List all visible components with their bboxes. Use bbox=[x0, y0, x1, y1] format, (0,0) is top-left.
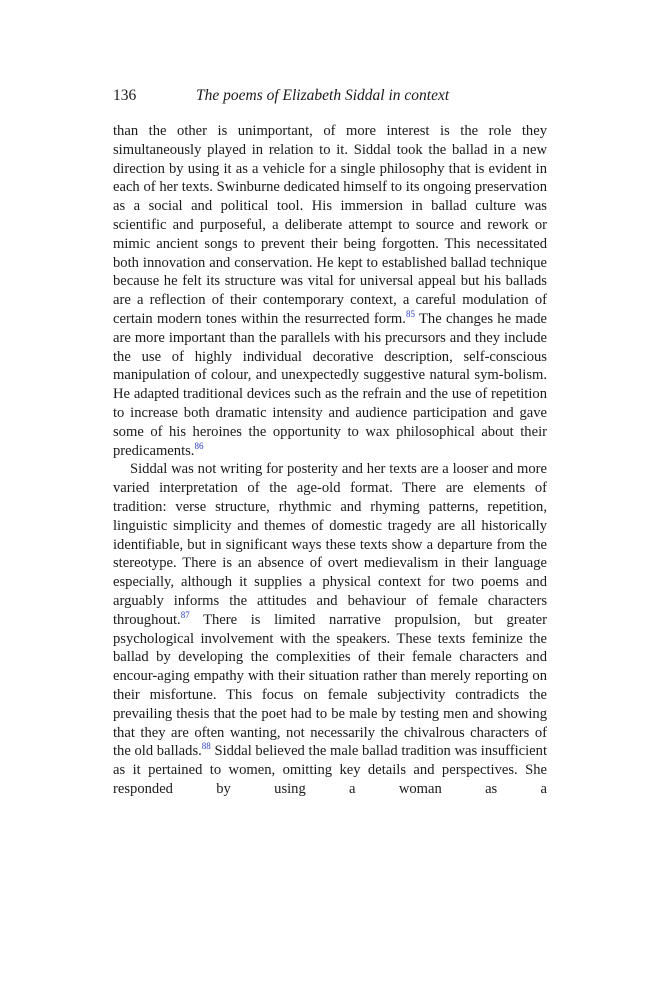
paragraph-2 bbox=[113, 460, 547, 798]
text-segment: Siddal was not writing for posterity and her texts are a looser and more varied interpretation of the age-old format. There are elements of tradition: verse structure, rhythmic and rhyming patterns, repetition, linguistic simplicity and themes of domestic tragedy are all historically identifiable, but in significant ways these texts show a departure from the stereotype. There is an absence of overt medievalism in their language especially, although it supplies a physical context for two poems and arguably informs the attitudes and behaviour of female characters throughout. bbox=[113, 461, 547, 628]
footnote-ref-85[interactable]: 85 bbox=[405, 309, 415, 320]
footnote-ref-86[interactable]: 86 bbox=[194, 440, 204, 451]
running-head bbox=[113, 86, 547, 106]
text-segment: There is limited narrative propulsion, but greater psychological involvement with the speakers. These texts feminize the ballad by developing the complexities of their female characters and encour-aging empathy with their situation rather than merely reporting on their misfortune. This focus on female subjectivity contradicts the prevailing thesis that the poet had to be male by testing men and showing that they are often wanting, not necessarily the chivalrous characters of the old ballads. bbox=[113, 611, 547, 760]
page-number: 136 bbox=[113, 87, 137, 104]
body-text bbox=[113, 122, 547, 799]
footnote-ref-87[interactable]: 87 bbox=[180, 609, 190, 620]
running-title: The poems of Elizabeth Siddal in context bbox=[196, 87, 450, 104]
text-segment: Siddal believed the male ballad tradition was insufficient as it pertained to women, omitting key details and perspectives. She responded by using a woman as a bbox=[113, 743, 548, 797]
text-segment: The changes he made are more important than the parallels with his precursors and they include the use of highly individual decorative description, self-conscious manipulation of colour, and unexpectedly suggestive natural sym-bolism. He adapted traditional devices such as the refrain and the use of repetition to increase both dramatic intensity and audience participation and gave some of his heroines the opportunity to wax philosophical about their predicaments. bbox=[113, 310, 547, 459]
text-segment: than the other is unimportant, of more interest is the role they simultaneously played in relation to it. Siddal took the ballad in a new direction by using it as a vehicle for a single philosophy that is evident in each of her texts. Swinburne dedicated himself to its ongoing preservation as a social and political tool. His immersion in ballad culture was scientific and purposeful, a deliberate attempt to source and rework or mimic ancient songs to prevent their being forgotten. This necessitated both innovation and conservation. He kept to established ballad technique because he felt its structure was vital for universal appeal but his ballads are a reflection of their contemporary context, a careful modulation of certain modern tones within the resurrected form. bbox=[113, 123, 547, 327]
paragraph-1 bbox=[113, 122, 547, 460]
footnote-ref-88[interactable]: 88 bbox=[201, 741, 211, 752]
